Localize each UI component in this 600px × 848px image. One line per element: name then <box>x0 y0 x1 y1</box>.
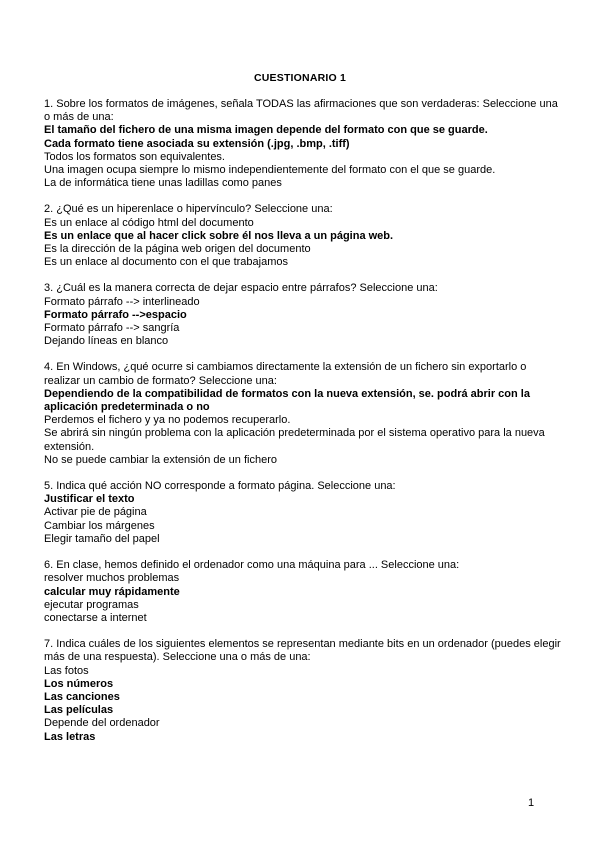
answer-option: Cambiar los márgenes <box>44 519 155 532</box>
correct-answer-option: Las letras <box>44 730 96 743</box>
correct-answer-option: Justificar el texto <box>44 493 135 506</box>
document-title: CUESTIONARIO 1 <box>253 72 347 84</box>
answer-option: Activar pie de página <box>44 506 147 519</box>
correct-answer-option: calcular muy rápidamente <box>44 585 180 598</box>
answer-option: Es un enlace al documento con el que trabajamos <box>44 256 288 269</box>
question-text: 2. ¿Qué es un hiperenlace o hipervínculo? Seleccione una: <box>44 203 333 216</box>
question-text: 1. Sobre los formatos de imágenes, señala TODAS las afirmaciones que son verdaderas: Seleccione una o más de una: <box>44 98 558 124</box>
answer-option: conectarse a internet <box>44 611 147 624</box>
answer-option: Perdemos el fichero y ya no podemos recuperarlo. <box>44 414 291 427</box>
answer-option: ejecutar programas <box>44 598 139 611</box>
question-text: 6. En clase, hemos definido el ordenador como una máquina para ... Seleccione una: <box>44 559 460 572</box>
correct-answer-option: Formato párrafo -->espacio <box>44 308 187 321</box>
answer-option: Se abrirá sin ningún problema con la aplicación predeterminada por el sistema operativo para la nueva extensión. <box>44 427 545 453</box>
questionnaire <box>44 98 564 757</box>
answer-option: La de informática tiene unas ladillas como panes <box>44 177 282 190</box>
answer-option: Formato párrafo --> interlineado <box>44 295 200 308</box>
correct-answer-option: Dependiendo de la compatibilidad de formatos con la nueva extensión, se. podrá abrir con la aplicación predeterminada o no <box>44 387 530 414</box>
question-block <box>44 559 564 625</box>
answer-option: Las fotos <box>44 664 89 677</box>
question-block <box>44 282 564 348</box>
correct-answer-option: Es un enlace que al hacer click sobre él nos lleva a un página web. <box>44 229 394 242</box>
correct-answer-option: Las canciones <box>44 690 120 703</box>
question-block <box>44 361 564 467</box>
correct-answer-option: Los números <box>44 677 114 690</box>
answer-option: Es la dirección de la página web origen del documento <box>44 243 311 256</box>
answer-option: Dejando líneas en blanco <box>44 335 169 348</box>
question-text: 4. En Windows, ¿qué ocurre si cambiamos directamente la extensión de un fichero sin exportarlo o realizar un cambio de formato? Seleccione una: <box>44 361 527 387</box>
answer-option: Una imagen ocupa siempre lo mismo independientemente del formato con el que se guarde. <box>44 164 496 177</box>
question-block <box>44 480 564 546</box>
answer-option: Elegir tamaño del papel <box>44 532 160 545</box>
answer-option: Depende del ordenador <box>44 717 160 730</box>
answer-option: Todos los formatos son equivalentes. <box>44 150 225 163</box>
correct-answer-option: Las películas <box>44 704 114 717</box>
question-block <box>44 98 564 190</box>
answer-option: Es un enlace al código html del documento <box>44 216 254 229</box>
question-text: 7. Indica cuáles de los siguientes elementos se representan mediante bits en un ordenador (puedes elegir más de una respuesta). Seleccione una o más de una: <box>44 638 561 664</box>
answer-option: resolver muchos problemas <box>44 572 180 585</box>
correct-answer-option: El tamaño del fichero de una misma imagen depende del formato con que se guarde. <box>44 124 488 137</box>
question-text: 3. ¿Cuál es la manera correcta de dejar espacio entre párrafos? Seleccione una: <box>44 282 438 295</box>
answer-option: No se puede cambiar la extensión de un fichero <box>44 453 277 466</box>
question-block <box>44 203 564 269</box>
correct-answer-option: Cada formato tiene asociada su extensión (.jpg, .bmp, .tiff) <box>44 137 350 150</box>
question-text: 5. Indica qué acción NO corresponde a formato página. Seleccione una: <box>44 480 396 493</box>
question-block <box>44 638 564 744</box>
answer-option: Formato párrafo --> sangría <box>44 322 180 335</box>
page-number: 1 <box>528 797 535 809</box>
